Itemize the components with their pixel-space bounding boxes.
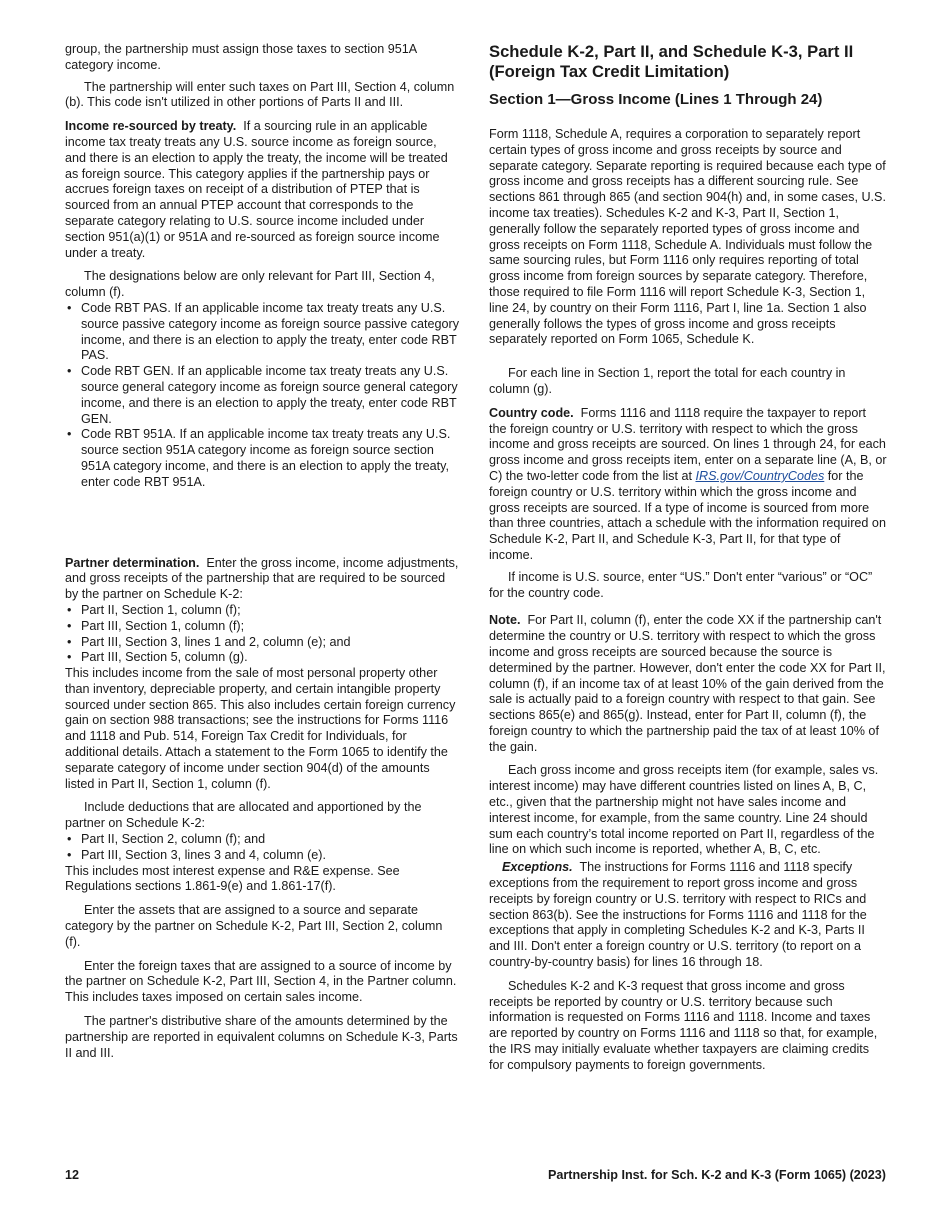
- footer-document-title: Partnership Inst. for Sch. K-2 and K-3 (Form 1065) (2023): [547, 1168, 886, 1182]
- income-resourced-heading: Income re-sourced by treaty.: [65, 119, 237, 134]
- country-code-body-b: for the foreign country or U.S. territory within which the gross income and gross receipts are sourced. If a type of income is sourced from more than three countries, attach a schedule with the information required on Schedule K-2, Part II, and Schedule K-3, Part II, for that type of income.: [489, 468, 886, 562]
- country-codes-link[interactable]: IRS.gov/CountryCodes: [695, 468, 825, 483]
- note-heading: Note.: [489, 613, 521, 628]
- paragraph-assets: Enter the assets that are assigned to a source and separate category by the partner on Schedule K-2, Part III, Section 2, column (f).: [65, 903, 443, 949]
- exceptions-heading: Exceptions.: [502, 860, 573, 875]
- deduction-items-list: [65, 832, 461, 864]
- paragraph-includes-interest: This includes most interest expense and R&E expense. See Regulations sections 1.861-9(e) and 1.861-17(f).: [65, 863, 400, 894]
- partner-determination-heading: Partner determination.: [65, 555, 200, 570]
- list-item: • Part III, Section 3, lines 1 and 2, column (e); and: [65, 635, 461, 651]
- income-resourced-body: If a sourcing rule in an applicable income tax treaty treats any U.S. source income as foreign source, and there is an election to apply the treaty, the income will be treated as foreign source. This category applies if the partnership pays or accrues foreign taxes on receipt of a distribution of PTEP that is sourced from an annual PTEP account that corresponds to the separate category relating to U.S. source income included under section 951(a)(1) or 951A and re-sourced as foreign source income under a treaty.: [65, 119, 448, 260]
- list-item: • Part II, Section 1, column (f);: [65, 603, 461, 619]
- paragraph-part-iii-section-4: The partnership will enter such taxes on Part III, Section 4, column (b). This code isn't utilized in other portions of Parts II and III.: [65, 79, 455, 110]
- country-code-body-a: Forms 1116 and 1118 require the taxpayer to report the foreign country or U.S. territory with respect to which the gross income and gross receipts are sourced. On lines 1 through 24, for each gross income and gross receipts item, enter on a separate line (A, B, or C) the two-letter code from the list at: [489, 405, 887, 483]
- list-item: • Part III, Section 5, column (g).: [65, 650, 461, 666]
- page-number: 12: [65, 1168, 80, 1182]
- paragraph-each-item: Each gross income and gross receipts item (for example, sales vs. interest income) may have different countries listed on lines A, B, C, etc., given that the partnership might not have sales income and interest income, for example, from the same country. Line 24 should sum each country’s total income reported on Part II, regardless of the line on which such income is reported, whether A, B, C, etc.: [489, 763, 879, 857]
- paragraph-designations: The designations below are only relevant for Part III, Section 4, column (f).: [65, 269, 435, 300]
- paragraph-each-line: For each line in Section 1, report the total for each country in column (g).: [489, 366, 846, 396]
- list-item: • Code RBT 951A. If an applicable income tax treaty treats any U.S. source section 951A category income as foreign source section 951A category income, and there is an election to apply the treaty, enter code RBT 951A.: [65, 427, 461, 490]
- section-heading-part-ii: Schedule K-2, Part II, and Schedule K-3, Part II (Foreign Tax Credit Limitation): [489, 42, 854, 81]
- paragraph-foreign-taxes: Enter the foreign taxes that are assigned to a source of income by the partner on Schedule K-2, Part III, Section 4, in the Partner column. This includes taxes imposed on certain sales income.: [65, 958, 457, 1005]
- left-column: [65, 42, 461, 1067]
- list-item: • Part II, Section 2, column (f); and: [65, 832, 461, 848]
- note-body: For Part II, column (f), enter the code XX if the partnership can't determine the country or U.S. territory with respect to which the gross income and gross receipts are sourced because the source is determined by the partner. However, don't enter the code XX for Part II, column (f), if an income tax of at least 10% of the gain derived from the sale is actually paid to a foreign country with respect to that gain. See sections 865(e) and 865(g). Instead, enter for Part II, column (f), the foreign country to which the partnership paid the tax of at least 10% of the gain.: [489, 613, 886, 754]
- paragraph-distributive-share: The partner's distributive share of the amounts determined by the partnership are reported in equivalent columns on Schedule K-3, Parts II and III.: [65, 1014, 458, 1060]
- right-column: [489, 42, 887, 1080]
- partner-determination-body: Enter the gross income, income adjustments, and gross receipts of the partnership that are required to be sourced by the partner on Schedule K-2:: [65, 555, 459, 602]
- paragraph-us-source: If income is U.S. source, enter “US.” Don't enter “various” or “OC” for the country code.: [489, 569, 873, 600]
- list-item: • Part III, Section 1, column (f);: [65, 619, 461, 635]
- paragraph-includes-income: This includes income from the sale of most personal property other than inventory, depreciable property, and certain intangible property sourced under section 865. This also includes certain foreign currency gain on section 988 transactions; see the instructions for Forms 1116 and 1118 and Pub. 514, Foreign Tax Credit for Individuals, for additional details. Attach a statement to the Form 1065 to identify the separate category of income under section 904(d) of the amounts listed in Part II, Section 1, column (f).: [65, 666, 456, 791]
- country-code-heading: Country code.: [489, 405, 574, 420]
- paragraph-deductions: Include deductions that are allocated and apportioned by the partner on Schedule K-2:: [65, 800, 422, 831]
- list-item: • Code RBT PAS. If an applicable income tax treaty treats any U.S. source passive category income as foreign source passive category income, and there is an election to apply the treaty, enter code RBT PAS.: [65, 301, 461, 364]
- paragraph-form-1118-intro: Form 1118, Schedule A, requires a corporation to separately report certain types of gross income and gross receipts by source and separate category. Separate reporting is required because each type of gross income and gross receipts has a different sourcing rule. See sections 861 through 865 (and section 904(h) and, in some cases, U.S. income tax treaties). Schedules K-2 and K-3, Part II, Section 1, generally follow the separately reported types of gross income and gross receipts on Form 1118, Schedule A. Individuals must follow the same sourcing rules, but Form 1116 only requires reporting of total gross income from foreign sources by separate category. Therefore, those required to file Form 1116 will report Schedule K-3, Section 1, line 24, by country on their Form 1116, Part I, line 1a. Section 1 also generally follows the types of gross income and gross receipts separately reported on Form 1065, Schedule K.: [489, 127, 886, 347]
- paragraph-country-code: [489, 406, 887, 564]
- rbt-codes-list: [65, 301, 461, 491]
- list-item: • Code RBT GEN. If an applicable income tax treaty treats any U.S. source general category income as foreign source general category income, and there is an election to apply the treaty, enter code RBT GEN.: [65, 364, 461, 427]
- paragraph-exceptions: [489, 860, 887, 971]
- exceptions-body: The instructions for Forms 1116 and 1118 specify exceptions from the requirement to report gross income and gross receipts by foreign country or U.S. territory with respect to RICs and section 863(b). See the instructions for Forms 1116 and 1118 for the exceptions that apply in completing Schedules K-2 and K-3, Parts II and III. Don't enter a foreign country or U.S. territory (to report on a country-by-country basis) for lines 16 through 18.: [489, 860, 867, 970]
- paragraph-request-by-country: Schedules K-2 and K-3 request that gross income and gross receipts be reported by country or U.S. territory because such information is requested on Forms 1116 and 1118. Income and taxes are reported by country on Forms 1116 and 1118 so that, for example, the IRS may initially evaluate whether taxpayers are claiming credits for compulsory payments to foreign governments.: [489, 978, 878, 1072]
- section-heading-gross-income: Section 1—Gross Income (Lines 1 Through 24): [489, 91, 823, 108]
- paragraph-partner-determination: [65, 556, 461, 603]
- paragraph-note: [489, 613, 887, 755]
- list-item: • Part III, Section 3, lines 3 and 4, column (e).: [65, 848, 461, 864]
- partner-items-list: [65, 603, 461, 666]
- paragraph-951a-carryover: group, the partnership must assign those taxes to section 951A category income.: [65, 42, 417, 72]
- paragraph-income-resourced: [65, 119, 461, 261]
